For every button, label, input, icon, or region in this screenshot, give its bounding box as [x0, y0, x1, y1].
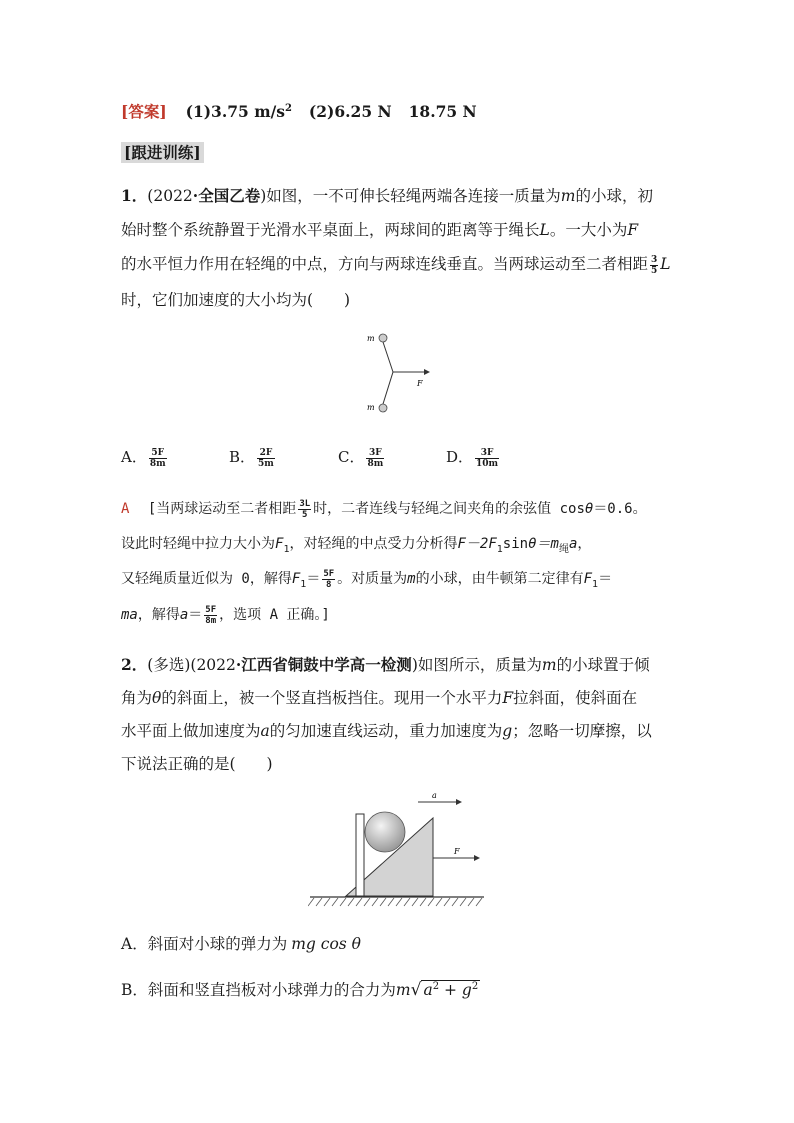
q2-option-a[interactable]	[121, 933, 361, 955]
q1-sol-theta-1: θ	[584, 501, 594, 517]
q1-fig-m-top: m	[367, 334, 375, 343]
q1-line2	[121, 219, 638, 241]
answer-part2: (2)6.25 N	[308, 102, 392, 122]
q2-option-b-m: m	[395, 981, 411, 1000]
q2-option-a-label: A．	[121, 935, 148, 953]
q1-var-L: L	[539, 221, 550, 239]
q1-solution-line3	[121, 568, 612, 596]
q1-sol-frac-3L-5: $\frac{3L}{5}$	[299, 498, 311, 520]
section-tag-line	[121, 142, 204, 164]
q1-sol-ma: ma	[121, 607, 138, 623]
q1-sol-sin: sin	[502, 536, 529, 552]
q1-option-b[interactable]	[229, 446, 277, 469]
q2-text-g: 的匀加速直线运动，重力加速度为	[269, 722, 503, 740]
q2-text-h: ；忽略一切摩擦，以	[512, 722, 652, 740]
q1-var-m: m	[560, 187, 576, 205]
q1-option-d[interactable]	[446, 446, 501, 469]
q1-sol-sub-rope: 绳	[558, 543, 569, 555]
q1-sol-text-1c: ＝0.6。	[593, 501, 647, 517]
q1-sol-text-1b: 时，二者连线与轻绳之间夹角的余弦值 cos	[313, 501, 585, 517]
q1-option-a-frac: $\frac{5F}{8m}$	[149, 447, 166, 469]
q1-option-c-label: C．	[338, 448, 365, 466]
q1-var-L2: L	[660, 255, 671, 273]
q1-sol-eq2: ＝	[306, 571, 321, 587]
q2-fig-ground-hatch	[308, 898, 482, 906]
q1-sol-comma: ，	[577, 536, 592, 552]
q1-text-c: 始时整个系统静置于光滑水平桌面上，两球间的距离等于绳长	[121, 221, 540, 239]
q1-option-a[interactable]	[121, 446, 169, 469]
q2-number: 2．	[121, 655, 148, 674]
q1-sol-text-4b: ，解得	[137, 607, 180, 623]
q2-text-b: 的小球置于倾	[556, 656, 650, 674]
q2-text-e: 拉斜面，使斜面在	[513, 689, 638, 707]
q2-text-f: 水平面上做加速度为	[121, 722, 261, 740]
q1-option-d-frac: $\frac{3F}{10m}$	[476, 447, 499, 469]
q1-sol-a: a	[568, 536, 578, 552]
q1-sol-frac-5F-8: $\frac{5F}{8}$	[323, 568, 335, 590]
q1-option-d-label: D．	[446, 448, 474, 466]
q1-text-d: 。一大小为	[549, 221, 628, 239]
q1-sol-text-4d: ，选项 A 正确。]	[219, 607, 330, 623]
q1-sol-sub4: 1	[592, 578, 599, 590]
q2-var-a: a	[260, 722, 270, 740]
q1-text-a: )如图，一不可伸长轻绳两端各连接一质量为	[260, 187, 561, 205]
q2-fig-F: F	[454, 847, 460, 856]
q2-text-d: 的斜面上，被一个竖直挡板挡住。现用一个水平力	[161, 689, 503, 707]
q2-line2	[121, 687, 637, 709]
q1-sol-text-3c: 。对质量为	[337, 571, 408, 587]
q2-option-a-expr: mg cos θ	[291, 935, 361, 953]
q1-sol-eq: F－2F	[457, 536, 497, 552]
q1-fig-ball-bottom	[379, 404, 387, 412]
q1-dot: ·	[192, 186, 199, 205]
q2-fig-ball	[365, 812, 405, 852]
q1-sol-sub3: 1	[300, 578, 307, 590]
q1-fig-force-arrow	[424, 369, 430, 375]
q1-line1	[121, 185, 653, 207]
q1-source: 全国乙卷	[198, 186, 261, 205]
q2-text-c: 角为	[121, 689, 153, 707]
q2-source: 江西省铜鼓中学高一检测	[241, 655, 412, 674]
q1-sol-m: ＝m	[536, 536, 559, 552]
q1-sol-a2: a	[179, 607, 189, 623]
q1-sol-text-3d: 的小球，由牛顿第二定律有	[415, 571, 584, 587]
q1-year: (2022	[147, 187, 193, 205]
q2-line4: 下说法正确的是( )	[121, 755, 273, 773]
q1-line4: 时，它们加速度的大小均为( )	[121, 291, 351, 309]
q2-text-a: )如图所示，质量为	[411, 656, 542, 674]
q2-option-a-text: 斜面对小球的弹力为	[147, 935, 288, 953]
q1-figure	[360, 326, 440, 418]
q1-sol-m2: m	[407, 571, 416, 587]
q2-var-F: F	[502, 689, 514, 707]
q1-sol-eq3: ＝	[598, 571, 613, 587]
q2-option-b-radicand: $a^2 + g^2$	[423, 981, 479, 1000]
q1-number: 1．	[121, 186, 148, 205]
q2-year: (多选)(2022	[147, 656, 236, 674]
q1-solution-line4	[121, 604, 330, 626]
q1-sol-sub2: 1	[496, 543, 503, 555]
q1-sol-F1: F	[275, 536, 284, 552]
q1-solution-choice: A	[121, 501, 130, 517]
q1-solution-line2	[121, 533, 591, 561]
q1-sol-sub1: 1	[283, 543, 290, 555]
answer-part3: 18.75 N	[408, 102, 477, 122]
q1-option-b-label: B．	[229, 448, 256, 466]
q1-sol-eq4: ＝	[188, 607, 203, 623]
q2-fig-plate	[356, 814, 364, 896]
q1-sol-F1-b: F	[291, 571, 301, 587]
q1-sol-text-1a: [当两球运动至二者相距	[147, 501, 297, 517]
q1-sol-text-3a: 又轻绳质量近似为 0，解得	[121, 571, 292, 587]
q1-line3	[121, 253, 671, 276]
answer-part1: (1)3.75 $m/s^2$	[185, 102, 292, 122]
q1-solution-line1	[121, 498, 647, 520]
q1-frac-3-5: $\frac{3}{5}$	[651, 254, 658, 276]
q1-text-b: 的小球，初	[575, 187, 653, 205]
q1-sol-text-2a: 设此时轻绳中拉力大小为	[121, 536, 275, 552]
q1-sol-theta-2: θ	[528, 536, 537, 552]
q2-option-b-text: 斜面和竖直挡板对小球弹力的合力为	[147, 981, 396, 1000]
answer-line	[121, 98, 477, 123]
q1-fig-rope-top	[383, 342, 393, 372]
q2-option-b[interactable]	[121, 976, 480, 1001]
q1-option-a-label: A．	[121, 448, 147, 466]
q2-line3	[121, 720, 652, 742]
q1-sol-F1-c: F	[583, 571, 593, 587]
q2-var-theta: θ	[152, 689, 162, 707]
q1-fig-ball-top	[379, 334, 387, 342]
q1-sol-frac-5F-8m: $\frac{5F}{8m}$	[205, 604, 217, 626]
q2-line1	[121, 654, 650, 676]
section-tag: [跟进训练]	[121, 142, 204, 163]
q2-fig-force-arrow	[474, 855, 480, 861]
q1-fig-F: F	[417, 379, 423, 388]
q1-fig-m-bottom: m	[367, 403, 375, 412]
q1-fig-rope-bottom	[383, 372, 393, 404]
q1-var-F: F	[627, 221, 639, 239]
q1-text-e: 的水平恒力作用在轻绳的中点，方向与两球连线垂直。当两球运动至二者相距	[121, 255, 649, 273]
q1-option-b-frac: $\frac{2F}{5m}$	[258, 447, 274, 469]
q2-fig-a: a	[432, 791, 437, 800]
q2-var-m: m	[541, 656, 557, 674]
q2-fig-accel-arrow	[456, 799, 462, 805]
answer-tag: [答案]	[121, 102, 167, 122]
q2-var-g: g	[502, 722, 513, 740]
q1-sol-text-2b: ，对轻绳的中点受力分析得	[289, 536, 458, 552]
q2-figure	[308, 788, 488, 912]
q2-option-b-sqrt: √	[410, 980, 422, 1001]
q2-option-b-label: B．	[121, 981, 148, 1000]
q2-dot: ·	[235, 655, 242, 674]
q1-option-c[interactable]	[338, 446, 386, 469]
q1-option-c-frac: $\frac{3F}{8m}$	[367, 447, 384, 469]
